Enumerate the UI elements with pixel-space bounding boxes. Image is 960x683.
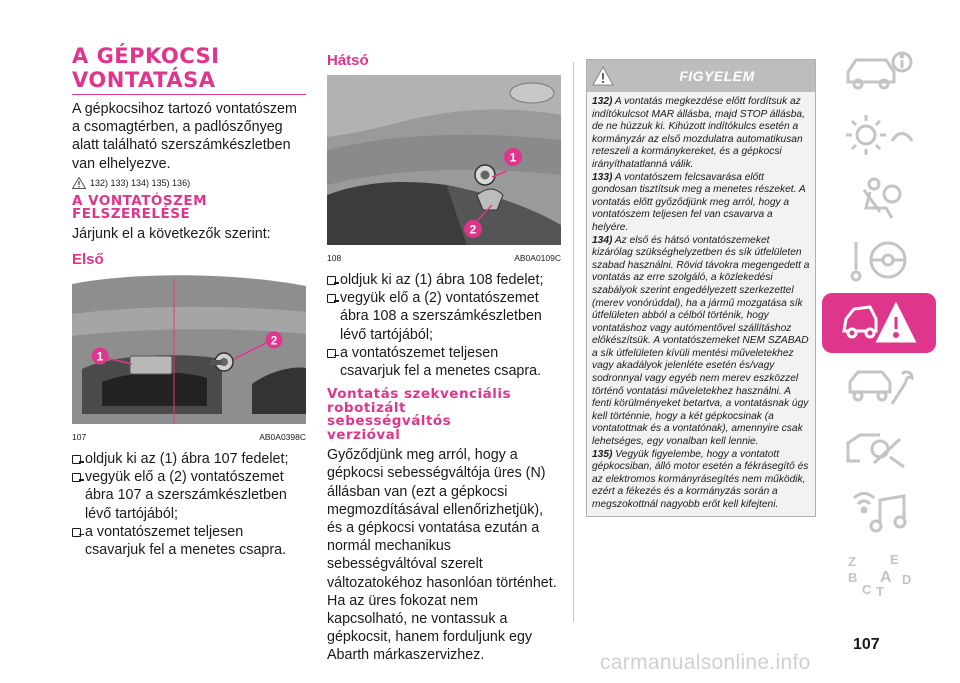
list-item — [327, 344, 561, 380]
tab-dashboard-lights[interactable] — [822, 105, 936, 165]
warning-header — [587, 60, 815, 92]
checkbox-bullet-icon — [72, 528, 81, 537]
warning-body — [587, 92, 815, 516]
warning-triangle-icon — [587, 60, 619, 92]
list-item — [327, 271, 561, 289]
rear-tow-eye-illustration — [327, 75, 561, 245]
dashboard-lights-icon — [840, 111, 918, 159]
tab-car-info[interactable] — [822, 42, 936, 102]
warning-item-text: Vegyük figyelembe, hogy a vontatott gépkocsiban, álló motor esetén a fékrásegítő és az elektromos kormányrásegítés nem működik, ezért a fékezés és a kormányzás során a megszokottnál nagyobb erőt kell kifejteni. — [592, 448, 809, 510]
column-middle — [327, 52, 561, 665]
warning-item-number: 133) — [592, 171, 613, 183]
list-item — [327, 289, 561, 344]
seat-safety-icon — [840, 174, 918, 222]
warning-item — [592, 449, 810, 512]
front-subtitle: Első — [72, 251, 104, 269]
list-item — [72, 523, 306, 559]
list-item — [72, 450, 306, 468]
maintenance-wrench-icon — [840, 362, 918, 410]
tab-technical-data[interactable] — [822, 419, 936, 479]
reference-numbers: 132) 133) 134) 135) 136) — [90, 177, 191, 188]
section-title-line1: Vontatás szekvenciális — [327, 386, 512, 403]
checkbox-bullet-icon — [327, 294, 336, 303]
section-title-line1: A VONTATÓSZEM — [72, 192, 208, 209]
warning-title: FIGYELEM — [679, 68, 755, 84]
figure-107 — [72, 274, 306, 442]
warning-item — [592, 235, 810, 449]
rear-subtitle: Hátsó — [327, 52, 369, 69]
svg-text:B: B — [848, 570, 858, 586]
svg-text:A: A — [880, 569, 892, 587]
warning-triangle-icon — [72, 177, 86, 189]
step-text: oldjuk ki az (1) ábra 108 fedelet; — [340, 272, 544, 288]
svg-text:2: 2 — [469, 222, 477, 237]
section-title-mounting — [72, 192, 306, 223]
technical-data-icon — [840, 425, 918, 473]
figure-code: AB0A0398C — [259, 432, 306, 443]
list-item — [72, 468, 306, 523]
rear-steps-list — [327, 271, 561, 380]
page-title — [72, 44, 306, 92]
column-divider — [573, 62, 574, 622]
figure-number: 107 — [72, 432, 87, 443]
car-info-icon — [840, 48, 918, 96]
checkbox-bullet-icon — [327, 276, 336, 285]
page-number: 107 — [853, 636, 880, 653]
breakdown-warning-icon — [840, 299, 918, 347]
figure-number: 108 — [327, 253, 342, 263]
warning-item — [592, 172, 810, 235]
warning-item-text: Az első és hátsó vontatószemeket kizárólag szükséghelyzetben és sík útfelületen szabad használni. Rövid távokra megengedett a vontatás az erre szolgáló, a közlekedési szabályok szerint engedélyezett szerkezettel (merev vonórúddal), ha a jármű mozgatása sík útfelületen abból a célból történik, hogy vontatáshoz vagy autómentővel szállításhoz előkészítsük. A vontatószemeket NEM SZABAD a sík útfelületen kívüli mentési műveletekhez vagy akadályok jelenléte esetén és/vagy sodronnyal vagy egyéb nem merev eszközzel történő vontatási műveletekhez használni. A fenti körülményeket betartva, a vontatásnak úgy kell történnie, hogy a két gépkocsinak (a vontatottnak és a vontatónak), amennyire csak lehetséges, egy vonalban kell lennie. — [592, 234, 810, 448]
warning-box — [586, 59, 816, 517]
section-title-robotized — [327, 388, 561, 442]
section-intro: Járjunk el a következők szerint: — [72, 225, 271, 242]
section-title-line2: robotizált — [327, 399, 406, 416]
figure-code: AB0A0109C — [514, 253, 561, 263]
step-text: a vontatószemet teljesen csavarjuk fel a menetes csapra. — [340, 344, 542, 380]
figure-108 — [327, 75, 561, 263]
front-steps-list — [72, 450, 306, 559]
svg-text:D: D — [902, 572, 912, 588]
tab-maintenance[interactable] — [822, 356, 936, 416]
checkbox-bullet-icon — [72, 455, 81, 464]
tab-index[interactable] — [822, 544, 936, 604]
tab-safety[interactable] — [822, 168, 936, 228]
key-steering-icon — [840, 236, 918, 284]
checkbox-bullet-icon — [72, 473, 81, 482]
checkbox-bullet-icon — [327, 349, 336, 358]
step-text: vegyük elő a (2) vontatószemet ábra 107 a szerszámkészletben lévő tartójából; — [85, 469, 287, 522]
column-left — [72, 44, 306, 559]
tab-emergency[interactable] — [822, 293, 936, 353]
warning-item-number: 134) — [592, 234, 613, 246]
figure-caption — [72, 432, 306, 442]
watermark: carmanualsonline.info — [600, 651, 811, 674]
chapter-sidebar — [822, 42, 936, 607]
warning-item-number: 132) — [592, 96, 613, 107]
alphabetical-index-icon — [840, 550, 918, 598]
section-title-line4: verzióval — [327, 426, 401, 443]
warning-item-text: A vontatószem felcsavarása előtt gondosan tisztítsuk meg a menetes részeket. A vontatás előtt győződjünk meg arról, hogy a vontatószem teljesen fel van csavarva a helyére. — [592, 171, 806, 233]
svg-text:C: C — [862, 582, 872, 598]
intro-paragraph: A gépkocsihoz tartozó vontatószem a csomagtérben, a padlószőnyeg alatt található szerszámkészletben van elhelyezve. — [72, 101, 297, 172]
page-title-line2: VONTATÁSA — [72, 68, 216, 92]
step-text: vegyük elő a (2) vontatószemet ábra 108 a szerszámkészletben lévő tartójából; — [340, 290, 542, 343]
section-title-line3: sebességváltós — [327, 413, 452, 430]
robotized-paragraph: Győződjünk meg arról, hogy a gépkocsi sebességváltója üres (N) állásban van (ezt a gépkocsi megmozdításával ellenőrizhetjük), és a gépkocsi vontatása ezután a normál mechanikus sebességváltóval szerelt változatokéhoz hasonlóan történhet. Ha az üres fokozat nem kapcsolható, ne vontassuk a gépkocsit, hanem forduljunk egy Abarth márkaszervizhez. — [327, 447, 557, 664]
svg-text:2: 2 — [270, 333, 278, 348]
svg-text:1: 1 — [96, 349, 104, 364]
figure-caption — [327, 253, 561, 263]
warning-panel — [586, 59, 816, 517]
title-underline — [72, 94, 306, 95]
svg-text:T: T — [876, 584, 884, 599]
tab-starting-driving[interactable] — [822, 230, 936, 290]
multimedia-icon — [840, 488, 918, 536]
warning-item-text: A vontatás megkezdése előtt fordítsuk az indítókulcsot MAR állásba, majd STOP állásba, de ne húzzuk ki. Kihúzott indítókulcs esetén a kormányzár az első mozdulatra automatikusan reteszeli a kormánykereket, és a gépkocsi irányíthatatlanná válik. — [592, 96, 805, 170]
tab-multimedia[interactable] — [822, 482, 936, 542]
front-tow-eye-illustration — [72, 274, 306, 424]
warning-item-number: 135) — [592, 448, 613, 460]
step-text: oldjuk ki az (1) ábra 107 fedelet; — [85, 451, 289, 468]
section-title-line2: FELSZERELÉSE — [72, 206, 191, 223]
step-text: a vontatószemet teljesen csavarjuk fel a menetes csapra. — [85, 523, 287, 559]
warning-references — [72, 177, 306, 189]
svg-text:1: 1 — [509, 150, 517, 165]
page-title-line1: A GÉPKOCSI — [72, 44, 220, 68]
svg-text:E: E — [890, 552, 899, 568]
svg-text:Z: Z — [848, 554, 856, 570]
warning-item — [592, 96, 810, 172]
